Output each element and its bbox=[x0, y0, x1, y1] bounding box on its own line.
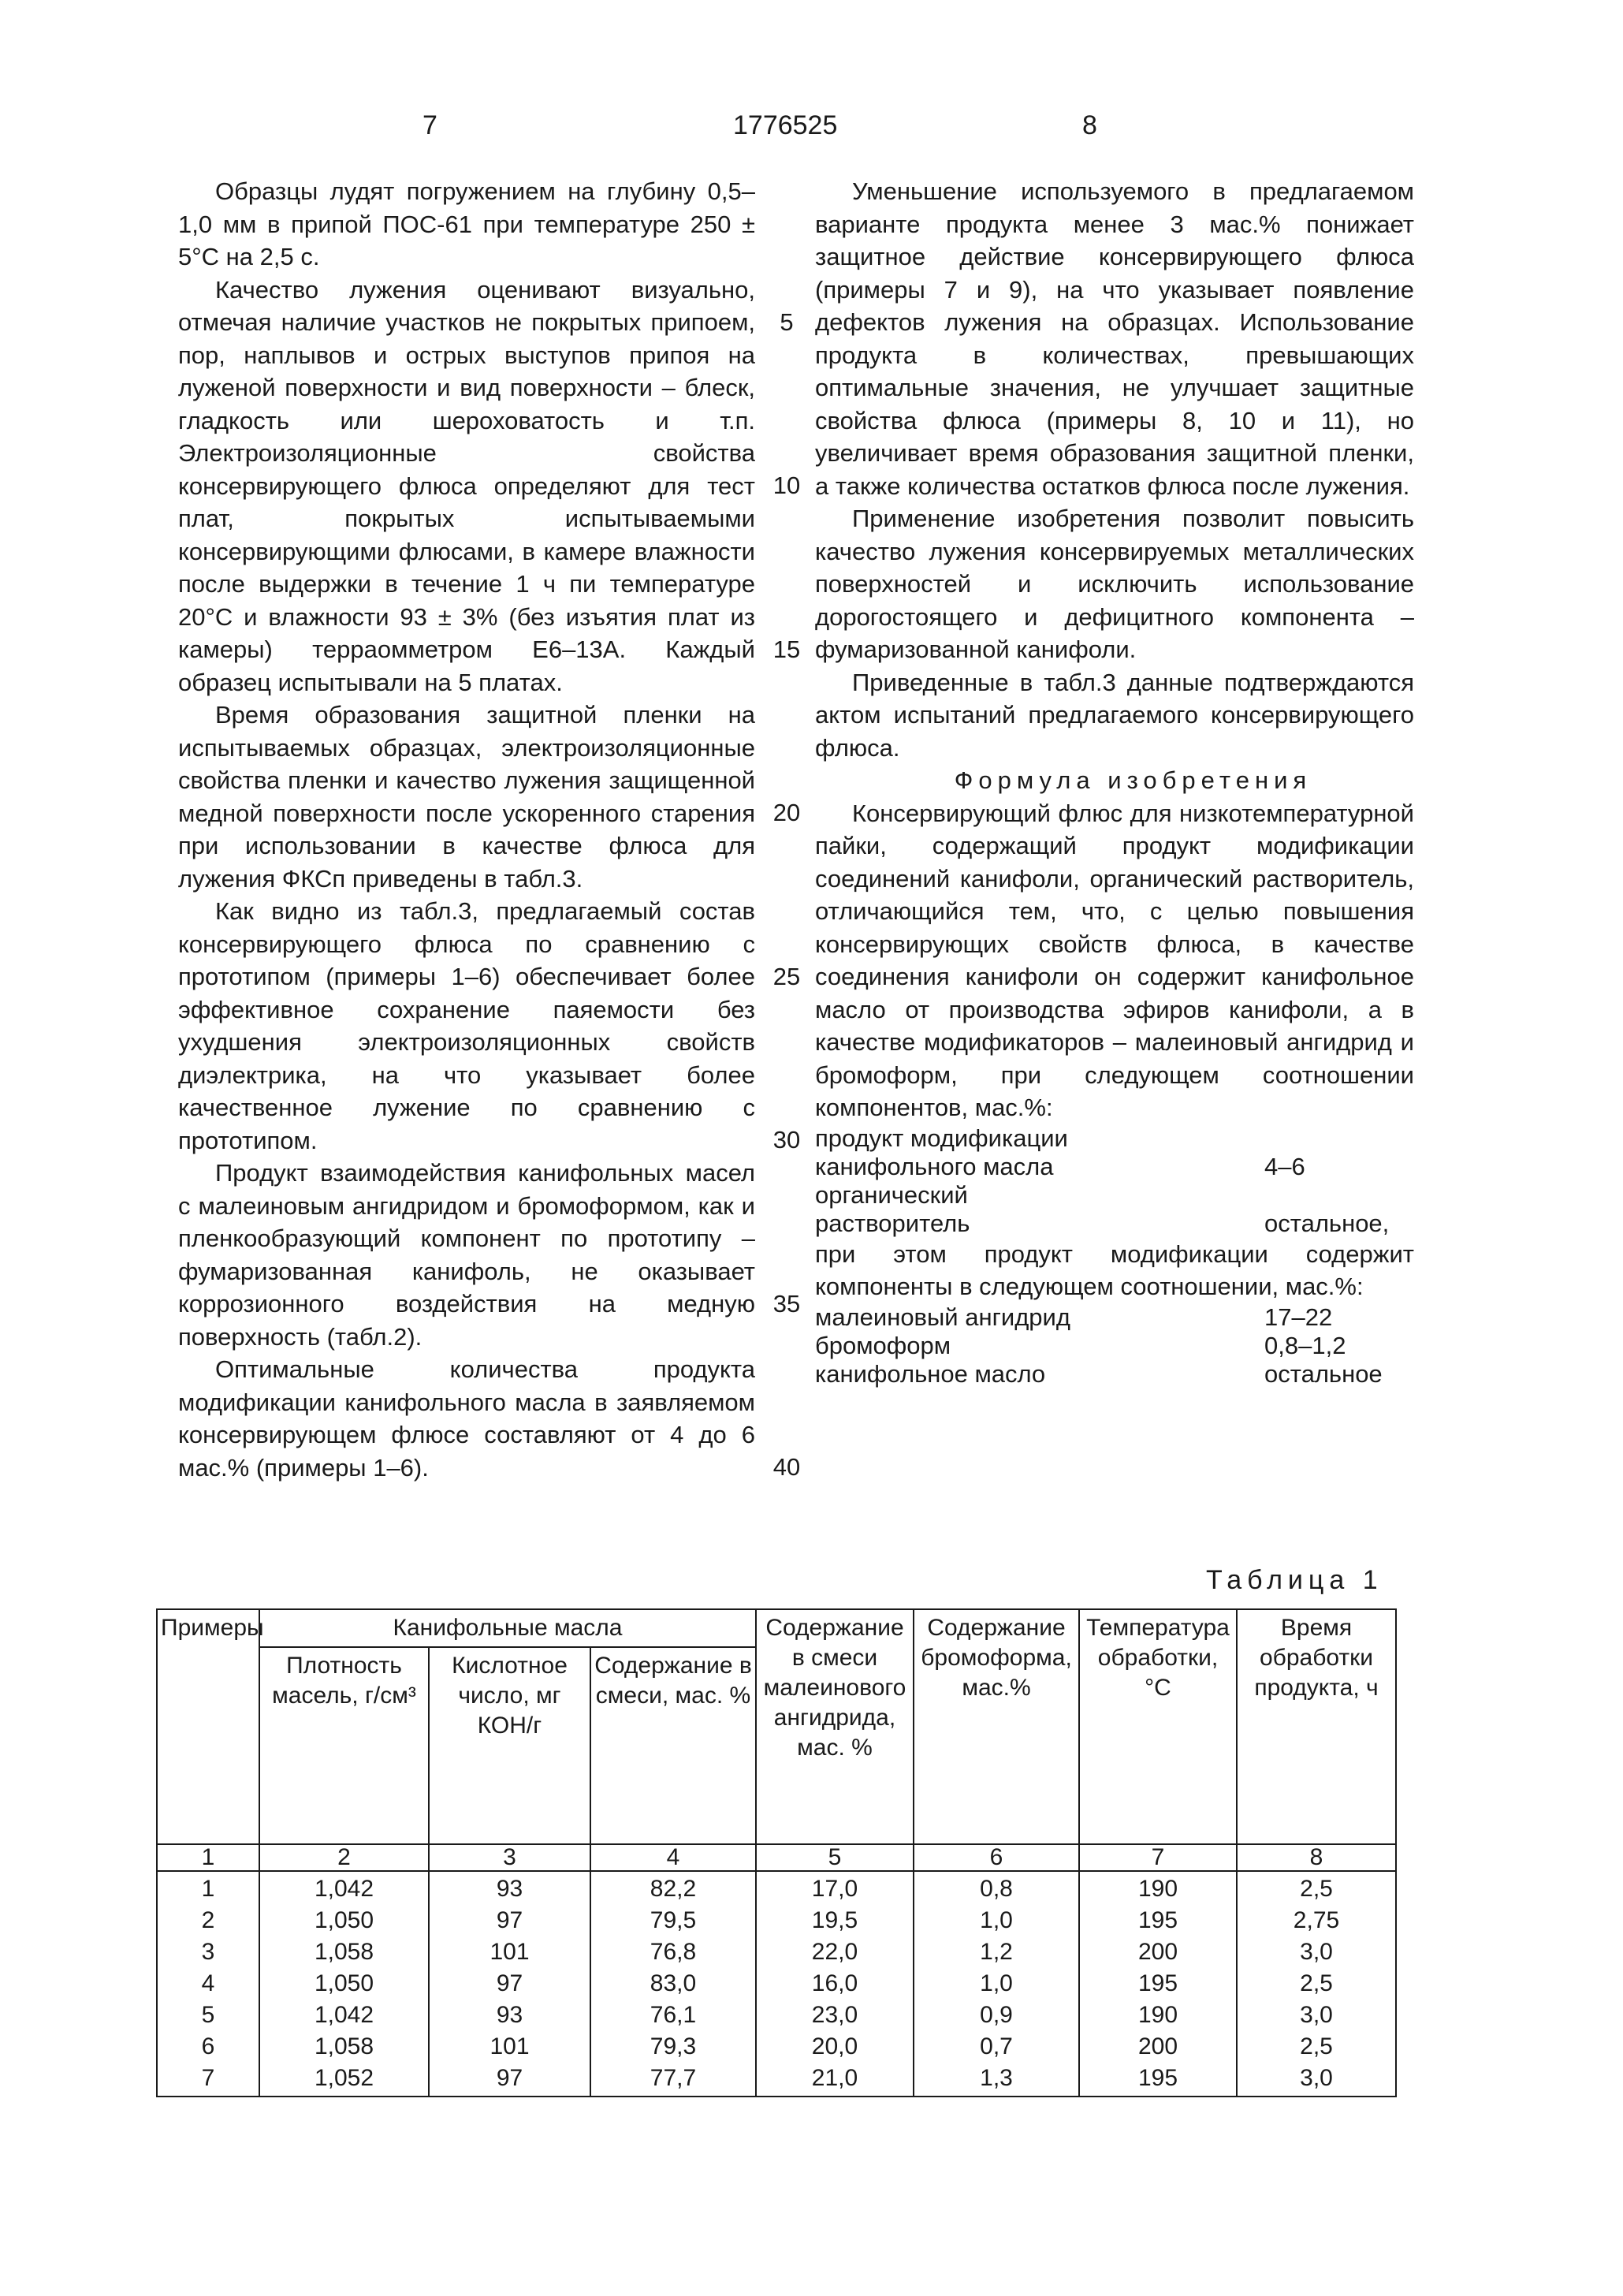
component-name: бромоформ bbox=[815, 1331, 951, 1359]
density-cell bbox=[259, 1871, 429, 2097]
table-cell: 93 bbox=[496, 2002, 523, 2028]
table-cell: 190 bbox=[1137, 1876, 1178, 1902]
paragraph: Образцы лудят погружением на глубину 0,5–1,0 мм в припой ПОС-61 при температуре 250 ± 5°С на 2,5 с. bbox=[178, 177, 755, 270]
column-number: 1 bbox=[157, 1844, 259, 1871]
header-time: Время обработки продукта, ч bbox=[1237, 1609, 1396, 1844]
table-cell: 82,2 bbox=[650, 1876, 697, 1902]
component-value: 0,8–1,2 bbox=[1264, 1331, 1346, 1359]
header-bromoform: Содержание бромоформа, мас.% bbox=[914, 1609, 1079, 1844]
table-cell: 3,0 bbox=[1300, 2002, 1333, 2028]
data-table bbox=[156, 1608, 1397, 2097]
paragraph: Уменьшение используемого в предлагаемом варианте продукта менее 3 мас.% понижает защитное действие консервирующего флюса (примеры 7 и 9), на что указывает появление дефектов лужения на образцах. Использование продукта в количествах, превышающих оптимальные значения, не улучшает защитные свойства флюса (примеры 8, 10 и 11), но увеличивает время образования защитной пленки, а также количества остатков флюса после лужения. bbox=[815, 177, 1414, 500]
left-column bbox=[178, 175, 755, 1484]
table-cell: 97 bbox=[496, 1970, 523, 1996]
table-cell: 190 bbox=[1137, 2002, 1178, 2028]
page-number-left: 7 bbox=[423, 110, 437, 140]
paragraph: Качество лужения оценивают визуально, отмечая наличие участков не покрытых припоем, пор, наплывов и острых выступов припоя на луженой поверхности и вид поверхности – блеск, гладкость или шероховатость и т.п. Электроизоляционные свойства консервирующего флюса определяют для тест плат, покрытых испытываемыми консервирующими флюсами, в камере влажности после выдержки в течение 1 ч пи температуре 20°С и влажности 93 ± 3% (без изъятия плат из камеры) терраомметром Е6–13А. Каждый образец испытывали на 5 платах. bbox=[178, 275, 755, 696]
list-item bbox=[815, 1153, 1414, 1181]
line-number: 20 bbox=[772, 799, 801, 826]
component-name: канифольного масла bbox=[815, 1152, 1054, 1180]
table-cell: 7 bbox=[201, 2065, 215, 2091]
table-cell: 17,0 bbox=[811, 1876, 858, 1902]
table-cell: 22,0 bbox=[811, 1939, 858, 1965]
table-cell: 2,5 bbox=[1300, 1876, 1333, 1902]
table-cell: 195 bbox=[1137, 2065, 1178, 2091]
time-cell bbox=[1237, 1871, 1396, 2097]
table-cell: 83,0 bbox=[650, 1970, 697, 1996]
table-cell: 3,0 bbox=[1300, 2065, 1333, 2091]
table-cell: 5 bbox=[201, 2002, 215, 2028]
component-name: органический bbox=[815, 1180, 968, 1209]
page-number-right: 8 bbox=[1082, 110, 1097, 140]
bromoform-cell bbox=[914, 1871, 1079, 2097]
table-cell: 79,3 bbox=[650, 2033, 697, 2059]
line-number: 30 bbox=[772, 1126, 801, 1154]
list-item bbox=[815, 1210, 1414, 1238]
table-cell: 20,0 bbox=[811, 2033, 858, 2059]
table-cell: 79,5 bbox=[650, 1907, 697, 1933]
component-name: продукт модификации bbox=[815, 1124, 1068, 1152]
component-name: растворитель bbox=[815, 1209, 970, 1237]
table-cell: 97 bbox=[496, 1907, 523, 1933]
composition-list bbox=[815, 1124, 1414, 1238]
table-cell: 1,050 bbox=[314, 1907, 374, 1933]
right-column bbox=[815, 175, 1414, 1388]
component-value: остальное bbox=[1264, 1359, 1383, 1388]
component-name: малеиновый ангидрид bbox=[815, 1303, 1070, 1331]
table-cell: 1,058 bbox=[314, 2033, 374, 2059]
formula-title: Формула изобретения bbox=[954, 766, 1312, 794]
table-cell: 21,0 bbox=[811, 2065, 858, 2091]
acid-number-cell bbox=[429, 1871, 590, 2097]
line-number: 25 bbox=[772, 963, 801, 990]
paragraph: Оптимальные количества продукта модификации канифольного масла в заявляемом консервирующем флюсе составляют от 4 до 6 мас.% (примеры 1–6). bbox=[178, 1355, 755, 1482]
formula-paragraph: Консервирующий флюс для низкотемпературной пайки, содержащий продукт модификации соединений канифоли, органический растворитель, отличающийся тем, что, с целью повышения консервирующих свойств флюса, в качестве соединения канифоли он содержит канифольное масло от производства эфиров канифоли, а в качестве модификаторов – малеиновый ангидрид и бромоформ, при следующем соотношении компонентов, мас.%: bbox=[815, 799, 1414, 1121]
table-cell: 1,0 bbox=[980, 1907, 1013, 1933]
table-cell: 195 bbox=[1137, 1907, 1178, 1933]
table-cell: 23,0 bbox=[811, 2002, 858, 2028]
table-cell: 0,9 bbox=[980, 2002, 1013, 2028]
column-number: 7 bbox=[1079, 1844, 1237, 1871]
table-cell: 93 bbox=[496, 1876, 523, 1902]
table-caption: Таблица 1 bbox=[1206, 1565, 1383, 1595]
header-maleic: Содержание в смеси малеинового ангидрида, мас. % bbox=[756, 1609, 914, 1844]
table-cell: 3,0 bbox=[1300, 1939, 1333, 1965]
line-number: 15 bbox=[772, 636, 801, 663]
table-cell: 0,8 bbox=[980, 1876, 1013, 1902]
header-temperature: Температура обработки, °С bbox=[1079, 1609, 1237, 1844]
table-cell: 1 bbox=[201, 1876, 215, 1902]
table-cell: 200 bbox=[1137, 2033, 1178, 2059]
line-number: 5 bbox=[780, 308, 794, 336]
component-value: остальное, bbox=[1264, 1209, 1390, 1237]
table-cell: 4 bbox=[201, 1970, 215, 1996]
table-cell: 6 bbox=[201, 2033, 215, 2059]
document-number: 1776525 bbox=[733, 110, 838, 140]
header-content: Содержание в смеси, мас. % bbox=[590, 1647, 756, 1844]
table-cell: 3 bbox=[201, 1939, 215, 1965]
table-cell: 19,5 bbox=[811, 1907, 858, 1933]
column-number: 4 bbox=[590, 1844, 756, 1871]
maleic-cell bbox=[756, 1871, 914, 2097]
table-cell: 1,058 bbox=[314, 1939, 374, 1965]
table-cell: 77,7 bbox=[650, 2065, 697, 2091]
page-header bbox=[0, 110, 1623, 150]
list-item bbox=[815, 1181, 1414, 1210]
list-item bbox=[815, 1303, 1414, 1332]
list-item bbox=[815, 1332, 1414, 1360]
table-cell: 200 bbox=[1137, 1939, 1178, 1965]
component-name: канифольное масло bbox=[815, 1359, 1046, 1388]
examples-cell bbox=[157, 1871, 259, 2097]
component-value: 4–6 bbox=[1264, 1152, 1305, 1180]
line-number: 35 bbox=[772, 1290, 801, 1318]
content-cell bbox=[590, 1871, 756, 2097]
table-cell: 76,8 bbox=[650, 1939, 697, 1965]
table-cell: 1,042 bbox=[314, 2002, 374, 2028]
table-cell: 97 bbox=[496, 2065, 523, 2091]
paragraph: Применение изобретения позволит повысить качество лужения консервируемых металлических поверхностей и исключить использование дорогостоящего и дефицитного компонента – фумаризованной канифоли. bbox=[815, 505, 1414, 663]
table-cell: 1,042 bbox=[314, 1876, 374, 1902]
table-cell: 1,2 bbox=[980, 1939, 1013, 1965]
table-cell: 2,5 bbox=[1300, 2033, 1333, 2059]
table-cell: 2,5 bbox=[1300, 1970, 1333, 1996]
column-number: 2 bbox=[259, 1844, 429, 1871]
column-number: 5 bbox=[756, 1844, 914, 1871]
paragraph: Приведенные в табл.3 данные подтверждаются актом испытаний предлагаемого консервирующего флюса. bbox=[815, 668, 1414, 762]
paragraph: Как видно из табл.3, предлагаемый состав консервирующего флюса по сравнению с прототипом (примеры 1–6) обеспечивает более эффективное сохранение паяемости без ухудшения электроизоляционных свойств диэлектрика, на что указывает более качественное лужение по сравнению с прототипом. bbox=[178, 897, 755, 1154]
paragraph: Продукт взаимодействия канифольных масел с малеиновым ангидридом и бромоформом, как и пленкообразующий компонент по прототипу – фумаризованная канифоль, не оказывает коррозионного воздействия на медную поверхность (табл.2). bbox=[178, 1159, 755, 1351]
table-cell: 2,75 bbox=[1293, 1907, 1340, 1933]
temperature-cell bbox=[1079, 1871, 1237, 2097]
table-cell: 1,0 bbox=[980, 1970, 1013, 1996]
column-number: 3 bbox=[429, 1844, 590, 1871]
line-number: 10 bbox=[772, 472, 801, 499]
table-cell: 101 bbox=[490, 1939, 530, 1965]
header-density: Плотность масель, г/см³ bbox=[259, 1647, 429, 1844]
header-acid-number: Кислотное число, мг КОН/г bbox=[429, 1647, 590, 1844]
table-cell: 1,3 bbox=[980, 2065, 1013, 2091]
table-cell: 0,7 bbox=[980, 2033, 1013, 2059]
column-number: 8 bbox=[1237, 1844, 1396, 1871]
list-item bbox=[815, 1124, 1414, 1153]
header-rosin-oils: Канифольные масла bbox=[259, 1609, 756, 1647]
list-item bbox=[815, 1360, 1414, 1388]
header-examples: Примеры bbox=[157, 1609, 259, 1844]
table-cell: 1,050 bbox=[314, 1970, 374, 1996]
table-cell: 2 bbox=[201, 1907, 215, 1933]
table-cell: 195 bbox=[1137, 1970, 1178, 1996]
table-cell: 76,1 bbox=[650, 2002, 697, 2028]
component-value: 17–22 bbox=[1264, 1303, 1333, 1331]
paragraph: Время образования защитной пленки на испытываемых образцах, электроизоляционные свойства пленки и качество лужения защищенной медной поверхности после ускоренного старения при использовании в качестве флюса для лужения ФКСп приведены в табл.3. bbox=[178, 701, 755, 893]
table-cell: 101 bbox=[490, 2033, 530, 2059]
formula-paragraph: при этом продукт модификации содержит компоненты в следующем соотношении, мас.%: bbox=[815, 1239, 1414, 1300]
table-body-row bbox=[157, 1871, 1396, 2097]
component-value bbox=[1264, 1181, 1414, 1210]
column-number-row bbox=[157, 1844, 1396, 1871]
composition-list bbox=[815, 1303, 1414, 1388]
column-number: 6 bbox=[914, 1844, 1079, 1871]
component-value bbox=[1264, 1124, 1414, 1153]
table-cell: 16,0 bbox=[811, 1970, 858, 1996]
table-cell: 1,052 bbox=[314, 2065, 374, 2091]
line-number: 40 bbox=[772, 1453, 801, 1481]
